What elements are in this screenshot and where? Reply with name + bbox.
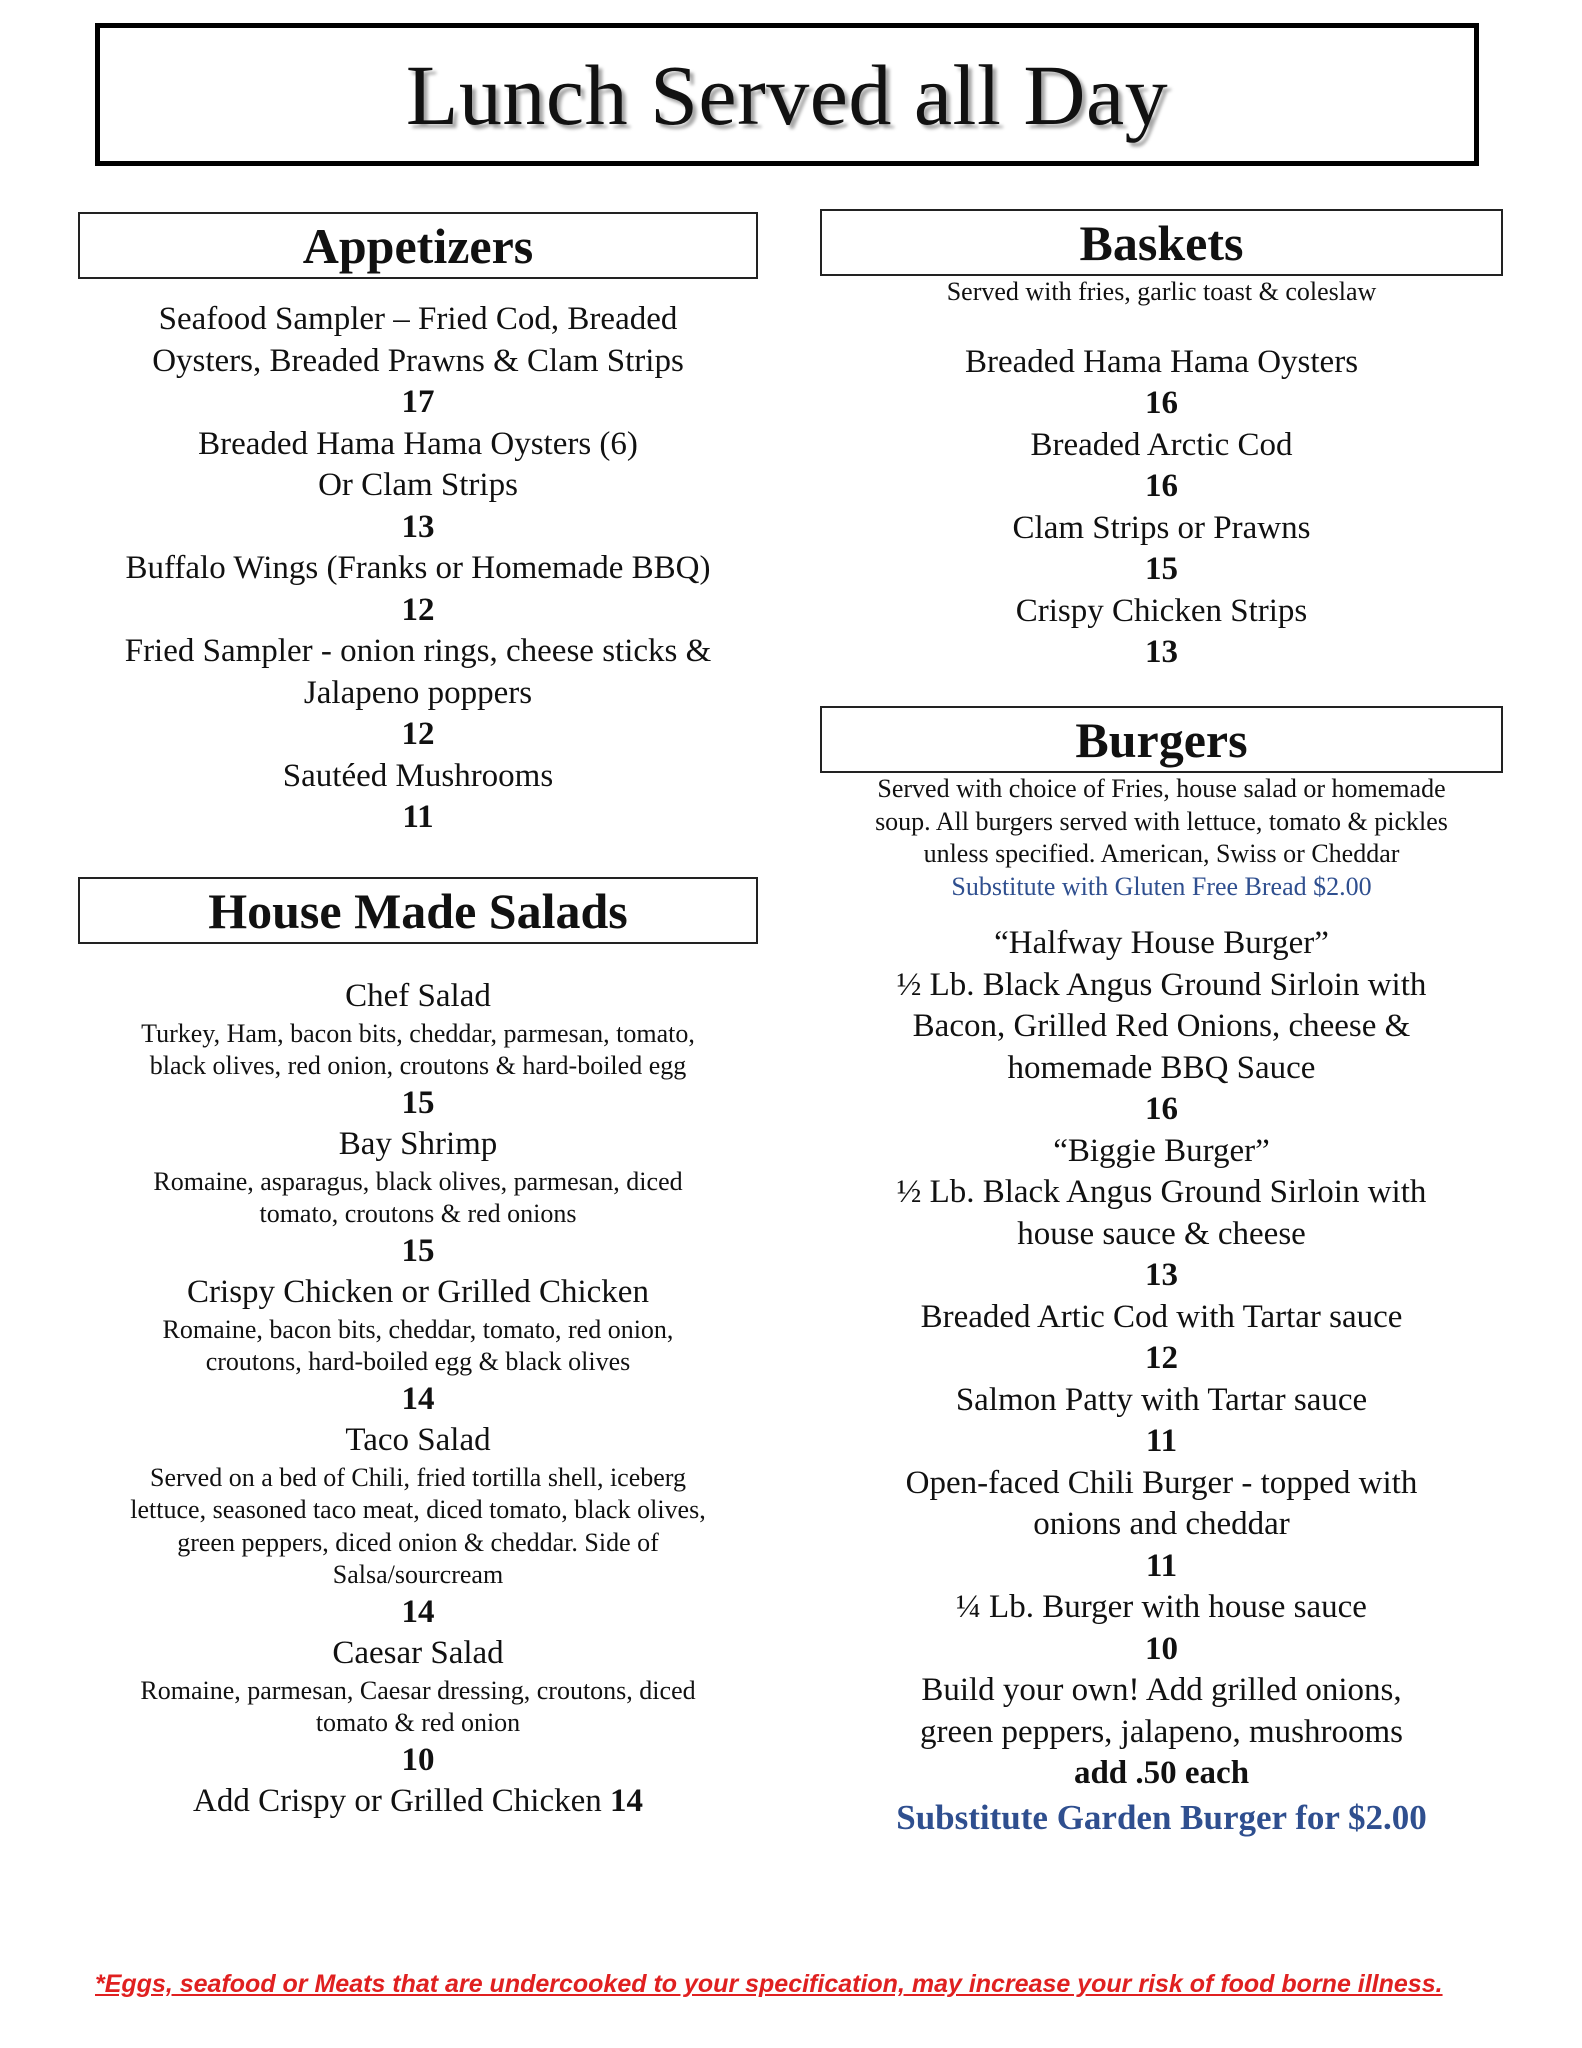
item-price: 16 bbox=[1145, 468, 1178, 504]
burgers-description: soup. All burgers served with lettuce, tomato & pickles bbox=[875, 806, 1448, 836]
item-description: green peppers, diced onion & cheddar. Side of bbox=[177, 1527, 659, 1557]
item-description: Turkey, Ham, bacon bits, cheddar, parmesan, tomato, bbox=[141, 1018, 695, 1048]
item-price: 14 bbox=[401, 1380, 435, 1417]
item-description: lettuce, seasoned taco meat, diced tomato, black olives, bbox=[130, 1495, 706, 1524]
item-name: Breaded Artic Cod with Tartar sauce bbox=[920, 1298, 1403, 1335]
item-price: 11 bbox=[1145, 1547, 1178, 1584]
burgers-heading: Burgers bbox=[820, 706, 1503, 773]
menu-item bbox=[78, 1633, 758, 1781]
menu-item bbox=[820, 1463, 1503, 1588]
menu-item bbox=[78, 1420, 758, 1633]
menu-item bbox=[820, 1131, 1503, 1297]
item-description: Salsa/sourcream bbox=[332, 1560, 504, 1589]
baskets-heading: Baskets bbox=[820, 209, 1503, 276]
menu-item bbox=[78, 548, 758, 631]
item-name: Caesar Salad bbox=[332, 1635, 504, 1671]
menu-item bbox=[78, 1124, 758, 1272]
item-price: 14 bbox=[401, 1593, 435, 1630]
item-name: Salmon Patty with Tartar sauce bbox=[955, 1381, 1368, 1418]
menu-item bbox=[820, 508, 1503, 591]
item-name: Bacon, Grilled Red Onions, cheese & bbox=[912, 1008, 1411, 1044]
menu-item bbox=[820, 425, 1503, 508]
item-name: Chef Salad bbox=[345, 978, 491, 1014]
item-name: Build your own! Add grilled onions, bbox=[921, 1672, 1402, 1708]
item-name: green peppers, jalapeno, mushrooms bbox=[920, 1713, 1403, 1750]
food-safety-warning: *Eggs, seafood or Meats that are undercooked to your specification, may increase your risk of food borne illness. bbox=[95, 1970, 1443, 1998]
item-price: 15 bbox=[401, 1084, 435, 1121]
item-price: 10 bbox=[401, 1741, 435, 1778]
baskets-subtitle: Served with fries, garlic toast & coleslaw bbox=[946, 277, 1377, 306]
item-name: Or Clam Strips bbox=[318, 467, 518, 503]
item-name: Seafood Sampler – Fried Cod, Breaded bbox=[158, 301, 678, 337]
item-name: Breaded Arctic Cod bbox=[1030, 426, 1293, 463]
item-price: 15 bbox=[401, 1232, 435, 1269]
appetizers-section bbox=[78, 212, 758, 839]
salads-heading: House Made Salads bbox=[78, 877, 758, 944]
menu-item bbox=[820, 1380, 1503, 1463]
item-name: Fried Sampler - onion rings, cheese sticks & bbox=[124, 633, 712, 669]
item-description: Romaine, asparagus, black olives, parmesan, diced bbox=[153, 1166, 683, 1196]
item-name: ½ Lb. Black Angus Ground Sirloin with bbox=[896, 1174, 1427, 1210]
item-description: croutons, hard-boiled egg & black olives bbox=[205, 1347, 631, 1376]
item-name: Jalapeno poppers bbox=[303, 674, 533, 711]
item-price: 16 bbox=[1145, 1091, 1178, 1127]
item-price: 13 bbox=[1145, 1257, 1178, 1293]
item-price: 11 bbox=[402, 799, 434, 835]
build-your-own bbox=[820, 1670, 1503, 1795]
menu-item bbox=[78, 299, 758, 424]
item-name: Open-faced Chili Burger - topped with bbox=[905, 1464, 1418, 1501]
item-name: onions and cheddar bbox=[1033, 1506, 1290, 1542]
menu-item bbox=[78, 424, 758, 549]
addon-price: 14 bbox=[610, 1783, 644, 1819]
item-name: “Halfway House Burger” bbox=[994, 925, 1329, 961]
item-name: Bay Shrimp bbox=[338, 1126, 498, 1162]
menu-item bbox=[78, 756, 758, 839]
item-price: 13 bbox=[1145, 634, 1178, 670]
menu-item bbox=[820, 342, 1503, 425]
item-name: Crispy Chicken Strips bbox=[1015, 592, 1308, 629]
item-name: Clam Strips or Prawns bbox=[1012, 509, 1311, 546]
item-price: 13 bbox=[401, 508, 435, 545]
item-price: 10 bbox=[1145, 1630, 1178, 1667]
item-price: 16 bbox=[1145, 385, 1178, 421]
garden-burger-note: Substitute Garden Burger for $2.00 bbox=[896, 1797, 1427, 1837]
item-price: 11 bbox=[1145, 1423, 1178, 1459]
menu-item bbox=[820, 591, 1503, 674]
salad-addon bbox=[78, 1781, 758, 1823]
item-name: “Biggie Burger” bbox=[1053, 1132, 1270, 1169]
burgers-description: Served with choice of Fries, house salad or homemade bbox=[877, 774, 1446, 803]
item-price: 17 bbox=[401, 384, 435, 420]
item-name: house sauce & cheese bbox=[1017, 1215, 1306, 1252]
menu-item bbox=[820, 1587, 1503, 1670]
item-price: 15 bbox=[1145, 551, 1178, 587]
menu-item bbox=[820, 923, 1503, 1131]
item-price: 12 bbox=[401, 591, 435, 628]
item-name: ¼ Lb. Burger with house sauce bbox=[956, 1589, 1367, 1625]
item-description: black olives, red onion, croutons & hard-boiled egg bbox=[149, 1051, 687, 1080]
salads-section bbox=[78, 877, 758, 1823]
item-name: Crispy Chicken or Grilled Chicken bbox=[187, 1274, 649, 1310]
item-price: 12 bbox=[401, 716, 435, 752]
item-name: homemade BBQ Sauce bbox=[1007, 1049, 1316, 1086]
item-name: Oysters, Breaded Prawns & Clam Strips bbox=[152, 342, 684, 379]
item-price: 12 bbox=[1145, 1340, 1178, 1376]
build-price: add .50 each bbox=[1073, 1755, 1250, 1791]
item-name: Sautéed Mushrooms bbox=[282, 757, 554, 794]
gluten-free-note: Substitute with Gluten Free Bread $2.00 bbox=[951, 871, 1372, 901]
menu-item bbox=[78, 1272, 758, 1420]
item-name: Breaded Hama Hama Oysters bbox=[964, 343, 1359, 380]
item-description: tomato, croutons & red onions bbox=[259, 1199, 577, 1228]
item-description: Served on a bed of Chili, fried tortilla shell, iceberg bbox=[150, 1462, 686, 1492]
title-box bbox=[95, 23, 1479, 166]
item-description: tomato & red onion bbox=[315, 1708, 521, 1737]
item-name: Taco Salad bbox=[345, 1422, 491, 1458]
item-description: Romaine, bacon bits, cheddar, tomato, red onion, bbox=[162, 1314, 674, 1344]
menu-item bbox=[78, 976, 758, 1124]
menu-item bbox=[78, 631, 758, 756]
page-title: Lunch Served all Day bbox=[405, 46, 1169, 143]
appetizers-heading: Appetizers bbox=[78, 212, 758, 279]
item-name: ½ Lb. Black Angus Ground Sirloin with bbox=[896, 966, 1427, 1003]
burgers-description: unless specified. American, Swiss or Cheddar bbox=[923, 839, 1400, 868]
burgers-section bbox=[820, 706, 1503, 1840]
item-name: Breaded Hama Hama Oysters (6) bbox=[198, 425, 638, 462]
menu-item bbox=[820, 1297, 1503, 1380]
item-description: Romaine, parmesan, Caesar dressing, croutons, diced bbox=[140, 1675, 696, 1705]
item-name: Buffalo Wings (Franks or Homemade BBQ) bbox=[125, 550, 711, 586]
baskets-section bbox=[820, 209, 1503, 674]
addon-text: Add Crispy or Grilled Chicken bbox=[192, 1783, 611, 1819]
